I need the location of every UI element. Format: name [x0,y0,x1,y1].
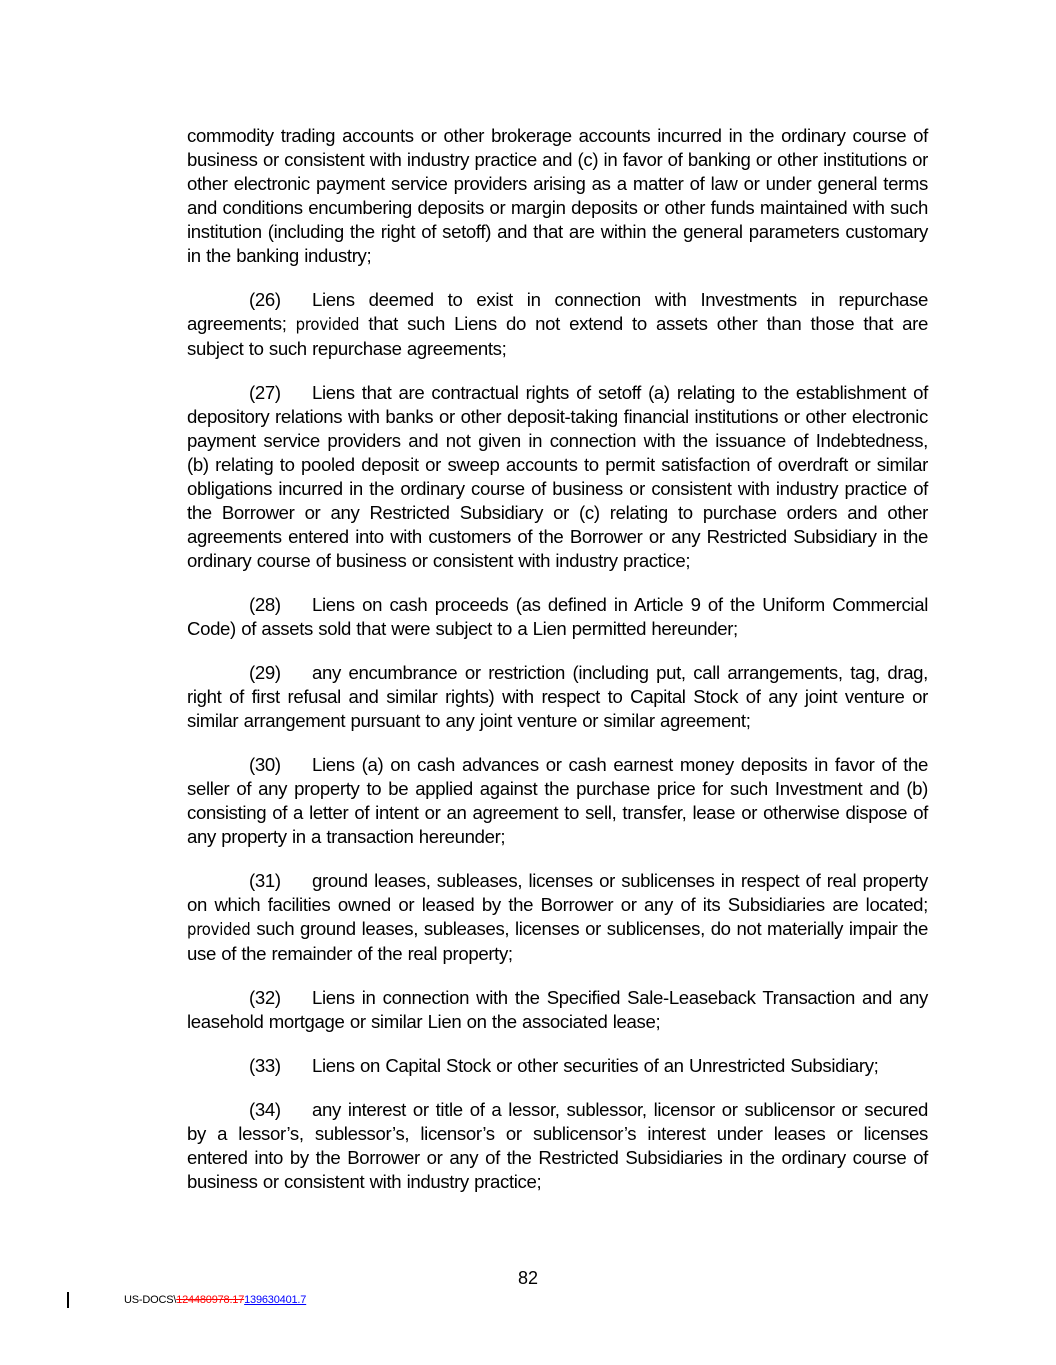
clause-26 [187,288,928,361]
clause-33 [187,1054,928,1078]
clause-27 [187,381,928,573]
body-text [187,124,928,1214]
clause-31 [187,869,928,966]
clause-number: (27) [249,382,281,403]
doc-id-deleted: 124480978.17 [176,1294,245,1306]
clause-text: Liens on cash proceeds (as defined in Article 9 of the Uniform Commercial Code) of assets sold that were subject to a Lien permitted hereunder; [187,594,928,639]
doc-id-inserted: 139630401.7 [244,1294,307,1306]
clause-text-continued: such ground leases, subleases, licenses or sublicenses, do not materially impair the use of the remainder of the real property; [187,918,928,964]
clause-text: Liens that are contractual rights of setoff (a) relating to the establishment of depository relations with banks or other deposit-taking financial institutions or other electronic payment service providers and not given in connection with the issuance of Indebtedness, (b) relating to pooled deposit or sweep accounts to permit satisfaction of overdraft or similar obligations incurred in the ordinary course of business or consistent with industry practice of the Borrower or any Restricted Subsidiary or (c) relating to purchase orders and other agreements entered into with customers of the Borrower or any Restricted Subsidiary in the ordinary course of business or consistent with industry practice; [187,382,928,571]
clause-number: (30) [249,754,281,775]
clause-text: any encumbrance or restriction (including put, call arrangements, tag, drag, right of first refusal and similar rights) with respect to Capital Stock of any joint venture or similar arrangement pursuant to any joint venture or similar agreement; [187,662,928,731]
clause-text: Liens on Capital Stock or other securities of an Unrestricted Subsidiary; [312,1055,879,1076]
clause-text: Liens in connection with the Specified Sale-Leaseback Transaction and any leasehold mortgage or similar Lien on the associated lease; [187,987,928,1032]
doc-id-prefix: US-DOCS\ [124,1294,177,1306]
provided-emphasis: provided [295,315,360,334]
clause-number: (32) [249,987,281,1008]
clause-number: (31) [249,870,281,891]
clause-text-continued: that such Liens do not extend to assets other than those that are subject to such repurchase agreements; [187,313,929,359]
clause-29 [187,661,928,733]
clause-text: Liens deemed to exist in connection with Investments in repurchase agreements; [187,289,928,334]
revision-change-bar [67,1292,69,1308]
clause-text: Liens (a) on cash advances or cash earnest money deposits in favor of the seller of any property to be applied against the purchase price for such Investment and (b) consisting of a letter of intent or an agreement to sell, transfer, lease or otherwise dispose of any property in a transaction hereunder; [187,754,928,847]
clause-text: ground leases, subleases, licenses or sublicenses in respect of real property on which facilities owned or leased by the Borrower or any of its Subsidiaries are located; [187,870,928,915]
provided-emphasis: provided [187,920,251,939]
clause-34 [187,1098,928,1194]
clause-28 [187,593,928,641]
clause-number: (28) [249,594,281,615]
clause-number: (34) [249,1099,281,1120]
clause-number: (26) [249,289,281,310]
clause-30 [187,753,928,849]
clause-number: (29) [249,662,281,683]
continuation-paragraph: commodity trading accounts or other brokerage accounts incurred in the ordinary course of business or consistent with industry practice and (c) in favor of banking or other institutions or other electronic payment service providers arising as a matter of law or under general terms and conditions encumbering deposits or margin deposits or other funds maintained with such institution (including the right of setoff) and that are within the general parameters customary in the banking industry; [187,125,928,266]
clause-32 [187,986,928,1034]
clause-text: any interest or title of a lessor, sublessor, licensor or sublicensor or secured by a lessor’s, sublessor’s, licensor’s or sublicensor’s interest under leases or licenses entered into by the Borrower or any of the Restricted Subsidiaries in the ordinary course of business or consistent with industry practice; [187,1099,928,1192]
document-id [124,1294,306,1306]
clause-number: (33) [249,1055,281,1076]
page-number: 82 [517,1268,539,1288]
